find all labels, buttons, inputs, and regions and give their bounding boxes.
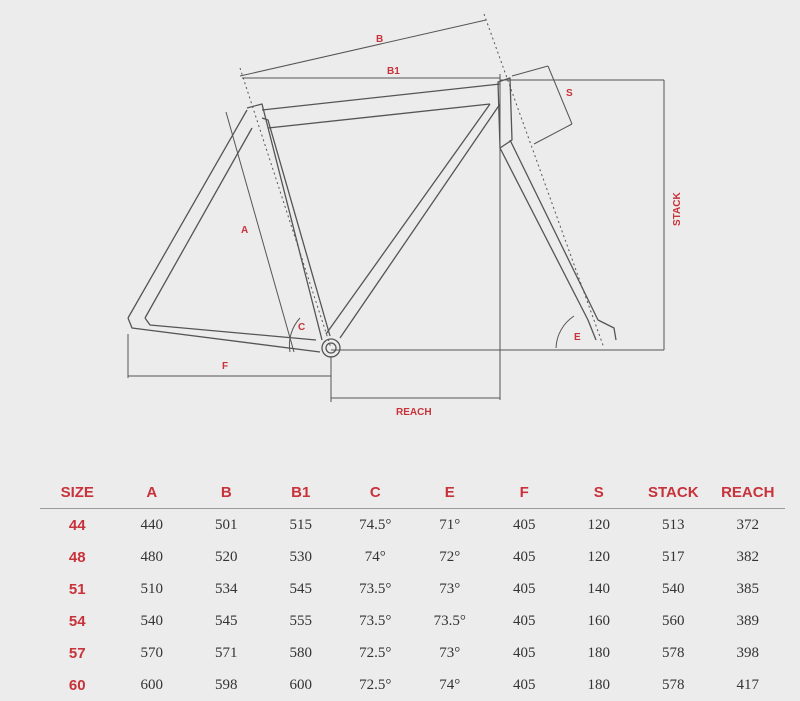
label-b1: B1 — [387, 66, 400, 77]
steer-axis-line — [484, 14, 604, 348]
label-reach: REACH — [396, 407, 432, 418]
fork — [500, 140, 616, 340]
value-cell: 555 — [264, 605, 339, 637]
header-s: S — [562, 476, 637, 509]
value-cell: 405 — [487, 509, 562, 542]
value-cell: 480 — [115, 541, 190, 573]
chain-stay — [128, 318, 320, 352]
label-a: A — [241, 225, 248, 236]
value-cell: 73.5° — [413, 605, 488, 637]
header-a: A — [115, 476, 190, 509]
label-f: F — [222, 361, 228, 372]
value-cell: 405 — [487, 541, 562, 573]
value-cell: 140 — [562, 573, 637, 605]
value-cell: 440 — [115, 509, 190, 542]
value-cell: 72.5° — [338, 669, 413, 701]
value-cell: 598 — [189, 669, 264, 701]
header-reach: REACH — [711, 476, 786, 509]
header-f: F — [487, 476, 562, 509]
value-cell: 405 — [487, 669, 562, 701]
value-cell: 578 — [636, 669, 711, 701]
value-cell: 398 — [711, 637, 786, 669]
value-cell: 517 — [636, 541, 711, 573]
value-cell: 417 — [711, 669, 786, 701]
value-cell: 540 — [115, 605, 190, 637]
value-cell: 510 — [115, 573, 190, 605]
table-row — [40, 573, 785, 605]
header-b: B — [189, 476, 264, 509]
bottom-bracket — [322, 339, 340, 357]
value-cell: 120 — [562, 509, 637, 542]
value-cell: 385 — [711, 573, 786, 605]
seat-tube — [247, 104, 330, 340]
value-cell: 571 — [189, 637, 264, 669]
value-cell: 600 — [115, 669, 190, 701]
value-cell: 73° — [413, 573, 488, 605]
table-row — [40, 541, 785, 573]
size-cell: 51 — [40, 573, 115, 605]
value-cell: 160 — [562, 605, 637, 637]
value-cell: 180 — [562, 637, 637, 669]
size-cell: 48 — [40, 541, 115, 573]
size-cell: 57 — [40, 637, 115, 669]
label-b: B — [376, 34, 383, 45]
size-cell: 54 — [40, 605, 115, 637]
value-cell: 560 — [636, 605, 711, 637]
value-cell: 405 — [487, 573, 562, 605]
value-cell: 180 — [562, 669, 637, 701]
value-cell: 74.5° — [338, 509, 413, 542]
value-cell: 515 — [264, 509, 339, 542]
value-cell: 545 — [264, 573, 339, 605]
value-cell: 73.5° — [338, 573, 413, 605]
table-row — [40, 605, 785, 637]
table-body — [40, 509, 785, 701]
table-header-row — [40, 476, 785, 509]
label-c: C — [298, 322, 305, 333]
label-s: S — [566, 88, 573, 99]
value-cell: 74° — [338, 541, 413, 573]
value-cell: 71° — [413, 509, 488, 542]
size-cell: 44 — [40, 509, 115, 542]
label-e: E — [574, 332, 581, 343]
value-cell: 72° — [413, 541, 488, 573]
value-cell: 501 — [189, 509, 264, 542]
value-cell: 382 — [711, 541, 786, 573]
value-cell: 405 — [487, 605, 562, 637]
size-cell: 60 — [40, 669, 115, 701]
value-cell: 73.5° — [338, 605, 413, 637]
top-tube — [262, 84, 500, 128]
e-angle-arc — [556, 316, 574, 348]
table-row — [40, 637, 785, 669]
value-cell: 513 — [636, 509, 711, 542]
value-cell: 580 — [264, 637, 339, 669]
value-cell: 120 — [562, 541, 637, 573]
label-stack: STACK — [672, 192, 683, 226]
b-dim-line — [240, 20, 486, 76]
value-cell: 405 — [487, 637, 562, 669]
value-cell: 534 — [189, 573, 264, 605]
value-cell: 530 — [264, 541, 339, 573]
value-cell: 540 — [636, 573, 711, 605]
down-tube — [326, 104, 500, 338]
value-cell: 578 — [636, 637, 711, 669]
value-cell: 545 — [189, 605, 264, 637]
value-cell: 600 — [264, 669, 339, 701]
value-cell: 74° — [413, 669, 488, 701]
header-e: E — [413, 476, 488, 509]
seat-stay — [128, 110, 252, 318]
value-cell: 72.5° — [338, 637, 413, 669]
value-cell: 73° — [413, 637, 488, 669]
header-stack: STACK — [636, 476, 711, 509]
table-row — [40, 509, 785, 542]
value-cell: 372 — [711, 509, 786, 542]
value-cell: 389 — [711, 605, 786, 637]
a-dim-line — [226, 112, 294, 352]
geometry-table — [40, 476, 785, 701]
value-cell: 520 — [189, 541, 264, 573]
header-size: SIZE — [40, 476, 115, 509]
table-row — [40, 669, 785, 701]
value-cell: 570 — [115, 637, 190, 669]
header-b1: B1 — [264, 476, 339, 509]
header-c: C — [338, 476, 413, 509]
s-dim-line — [512, 66, 548, 76]
